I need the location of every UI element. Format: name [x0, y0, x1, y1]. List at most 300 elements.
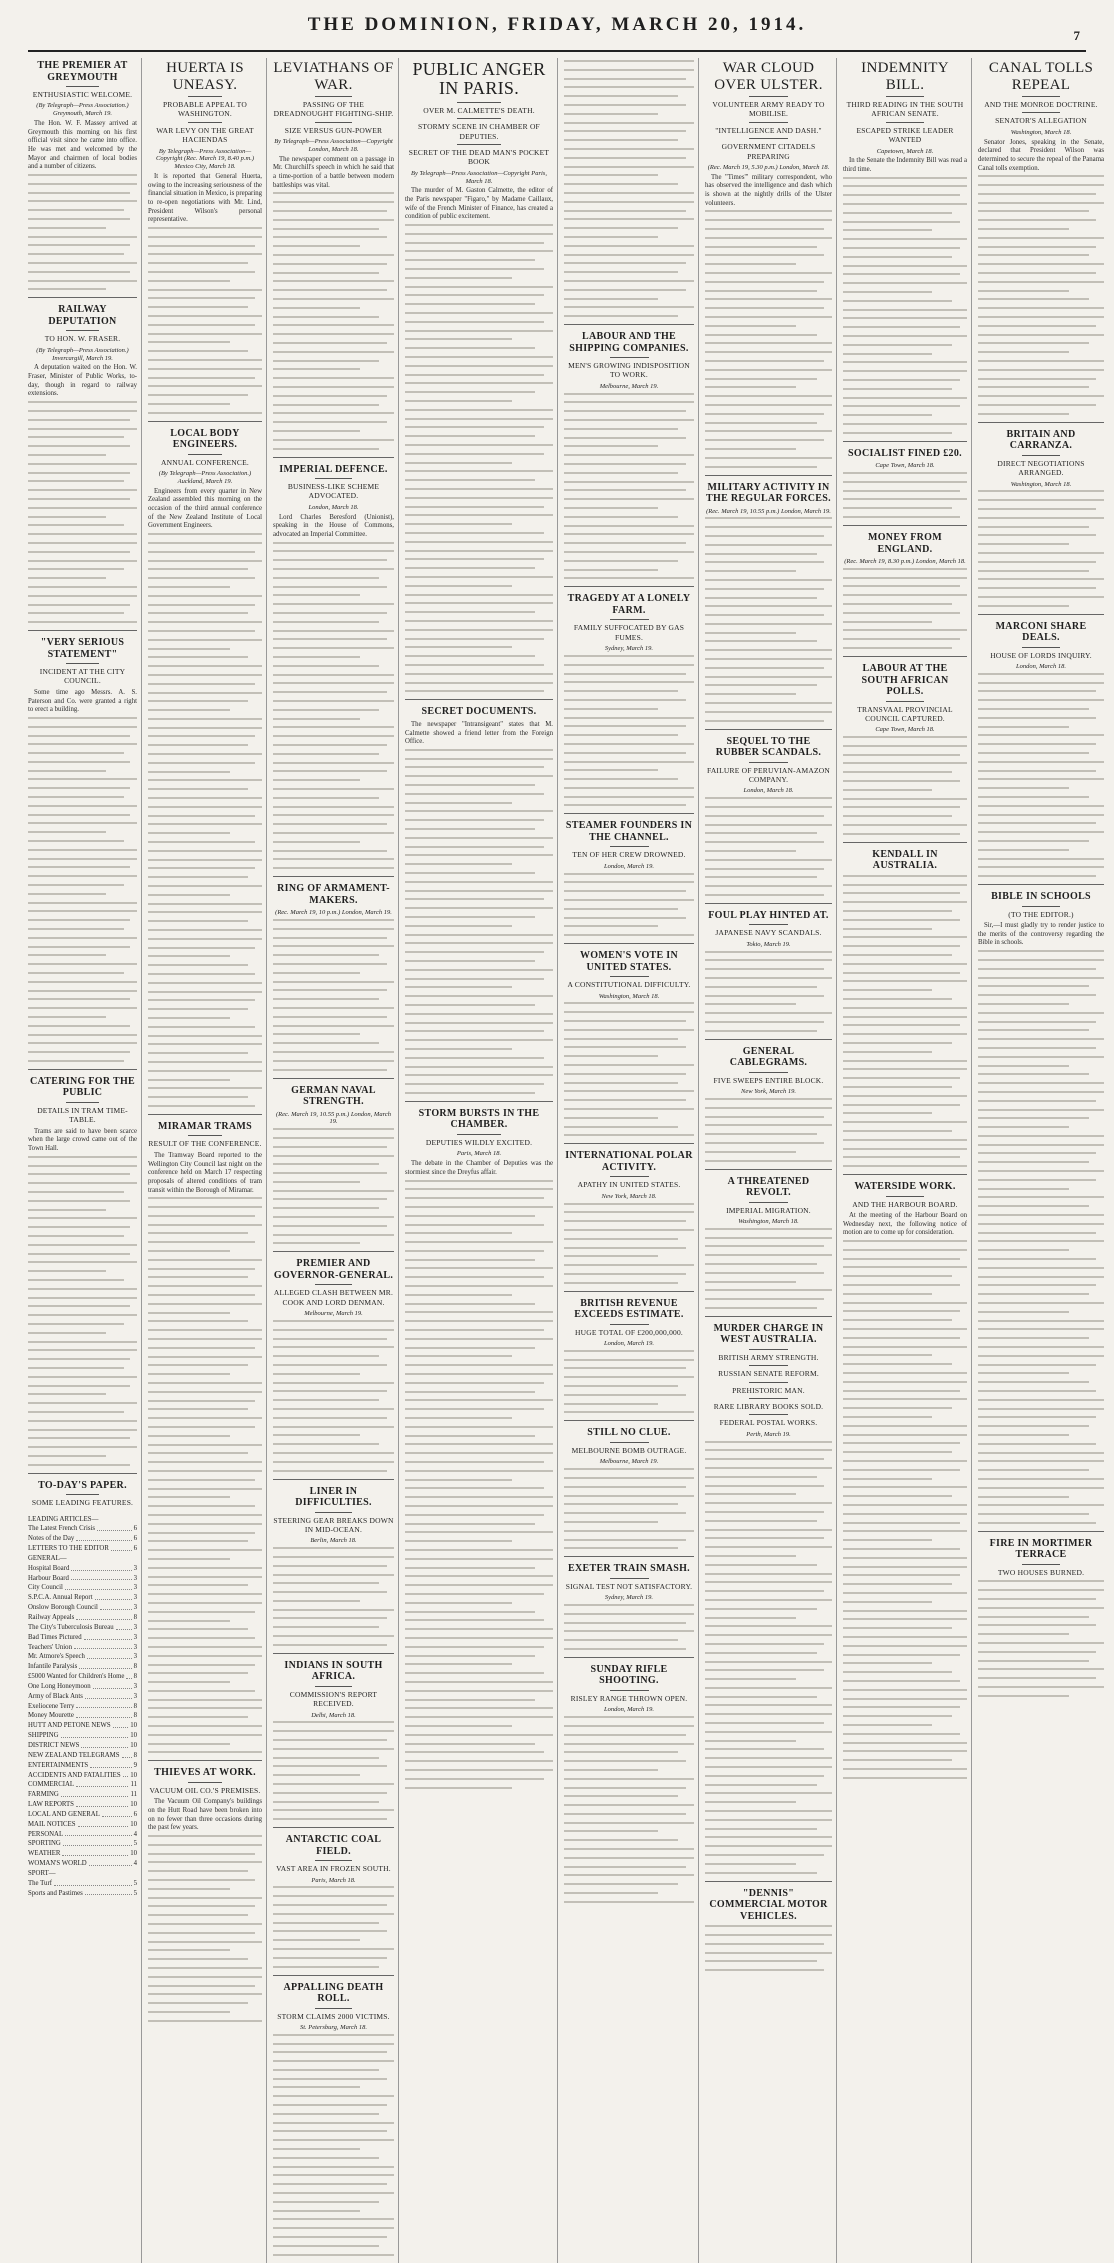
text-line — [843, 1104, 960, 1106]
text-line — [705, 1696, 817, 1698]
text-line — [273, 1198, 387, 1200]
text-line — [273, 1181, 360, 1183]
story-headline: BIBLE IN SCHOOLS — [991, 891, 1091, 903]
divider — [188, 122, 222, 123]
leader-dots — [81, 1741, 128, 1748]
text-line — [564, 1486, 686, 1488]
text-line — [28, 445, 130, 447]
text-line — [705, 824, 832, 826]
text-line — [978, 1408, 1104, 1410]
text-line — [405, 286, 553, 288]
text-line — [273, 594, 360, 596]
story-text: Engineers from every quarter in New Zealand assembled this morning on the occasion of the third annual conference of the New Zealand Institute of Local Government Engineers. — [148, 487, 262, 530]
story-dateline: Cape Town, March 18. — [875, 726, 935, 734]
text-line — [273, 2201, 379, 2203]
story-dateline: Cape Town, March 18. — [875, 462, 935, 470]
divider — [749, 924, 787, 925]
column-grid — [28, 58, 1104, 2031]
news-story — [705, 903, 832, 1032]
text-line — [843, 1077, 960, 1079]
feature-label: LOCAL AND GENERAL — [28, 1810, 100, 1818]
news-story — [273, 60, 394, 450]
text-line — [843, 780, 960, 782]
text-line — [28, 586, 137, 588]
text-line — [28, 1244, 137, 1246]
text-line — [705, 1819, 832, 1821]
illegible-text-lines — [843, 875, 967, 1167]
divider — [749, 1365, 787, 1366]
feature-label: The Turf — [28, 1879, 52, 1887]
text-line — [273, 1644, 387, 1646]
story-subhead: FIVE SWEEPS ENTIRE BLOCK. — [713, 1075, 824, 1085]
text-line — [705, 1678, 796, 1680]
story-headline: CATERING FOR THE PUBLIC — [30, 1075, 135, 1099]
text-line — [705, 1573, 832, 1575]
illegible-text-lines — [405, 749, 553, 1094]
text-line — [705, 1669, 824, 1671]
text-line — [273, 360, 379, 362]
text-line — [705, 640, 817, 642]
text-line — [705, 1766, 832, 1768]
text-line — [978, 1267, 1104, 1269]
news-story — [405, 699, 553, 1094]
text-line — [28, 910, 137, 912]
text-line — [28, 621, 137, 623]
text-line — [705, 1502, 832, 1504]
text-line — [705, 1298, 824, 1300]
feature-label: The Latest French Crisis — [28, 1525, 96, 1533]
feature-label: £5000 Wanted for Children's Home — [28, 1673, 125, 1681]
text-line — [405, 338, 512, 340]
text-line — [148, 1079, 230, 1081]
text-line — [405, 224, 553, 226]
text-line — [148, 1743, 230, 1745]
text-line — [705, 1237, 832, 1239]
story-text: The "Times'" military correspondent, who has observed the intelligence and dash which is shown at the nightly drills of the Ulster volunteers. — [705, 173, 832, 207]
leader-dots — [93, 1682, 132, 1689]
text-line — [405, 1057, 544, 1059]
text-line — [148, 533, 262, 535]
text-line — [405, 1725, 512, 1727]
text-line — [843, 326, 960, 328]
leader-dots — [54, 1879, 132, 1886]
divider — [457, 144, 501, 145]
divider — [749, 96, 787, 97]
text-line — [564, 1220, 686, 1222]
features-row — [28, 1702, 137, 1712]
text-line — [978, 708, 1089, 710]
text-line — [273, 404, 379, 406]
text-line — [148, 1250, 230, 1252]
text-line — [273, 806, 394, 808]
text-line — [843, 1750, 967, 1752]
divider — [66, 1102, 99, 1103]
text-line — [405, 409, 553, 411]
story-subhead: PASSING OF THE DREADNOUGHT FIGHTING-SHIP. — [273, 100, 394, 119]
text-line — [405, 1549, 553, 1551]
text-line — [405, 268, 544, 270]
text-line — [148, 297, 255, 299]
text-line — [843, 1121, 967, 1123]
text-line — [978, 1642, 1104, 1644]
text-line — [148, 744, 248, 746]
text-line — [273, 753, 379, 755]
features-row — [28, 1623, 137, 1633]
story-subhead: VACUUM OIL CO.'S PREMISES. — [149, 1785, 261, 1795]
text-line — [405, 1417, 512, 1419]
illegible-text-lines — [148, 533, 262, 1107]
text-line — [564, 1521, 658, 1523]
story-subhead: APATHY IN UNITED STATES. — [577, 1180, 681, 1190]
text-line — [564, 1716, 694, 1718]
text-line — [28, 516, 106, 518]
text-line — [705, 649, 832, 651]
story-headline: APPALLING DEATH ROLL. — [283, 1981, 384, 2005]
text-line — [564, 95, 678, 97]
text-line — [705, 466, 817, 468]
text-line — [705, 272, 832, 274]
text-line — [148, 350, 248, 352]
text-line — [978, 682, 1104, 684]
text-line — [405, 1329, 544, 1331]
news-story — [148, 421, 262, 1107]
text-line — [705, 570, 796, 572]
text-line — [28, 998, 130, 1000]
text-line — [978, 246, 1096, 248]
story-subhead: WAR LEVY ON THE GREAT HACIENDAS — [156, 125, 254, 145]
text-line — [843, 647, 952, 649]
text-line — [564, 271, 678, 273]
feature-page: 3 — [133, 1564, 137, 1572]
news-story — [28, 630, 137, 1062]
text-line — [705, 614, 824, 616]
text-line — [564, 166, 694, 168]
text-line — [405, 1294, 512, 1296]
text-line — [705, 404, 832, 406]
text-line — [405, 585, 512, 587]
text-line — [28, 472, 130, 474]
text-line — [148, 1408, 248, 1410]
text-line — [405, 1338, 553, 1340]
text-line — [843, 910, 952, 912]
text-line — [978, 219, 1096, 221]
text-line — [405, 1074, 553, 1076]
text-line — [843, 1759, 952, 1761]
text-line — [148, 973, 255, 975]
news-story — [148, 1760, 262, 2021]
text-line — [564, 1760, 686, 1762]
text-line — [978, 1434, 1069, 1436]
text-line — [148, 1725, 262, 1727]
text-line — [705, 448, 796, 450]
text-line — [843, 954, 952, 956]
text-line — [843, 423, 967, 425]
text-line — [273, 1060, 394, 1062]
text-line — [978, 605, 1069, 607]
illegible-text-lines — [843, 736, 967, 835]
text-line — [28, 428, 137, 430]
text-line — [148, 586, 230, 588]
text-line — [28, 814, 130, 816]
divider — [315, 2008, 351, 2009]
text-line — [978, 822, 1096, 824]
text-line — [705, 1564, 817, 1566]
text-line — [148, 1879, 255, 1881]
text-line — [273, 1783, 394, 1785]
illegible-text-lines — [273, 1886, 394, 1967]
text-line — [564, 1134, 694, 1136]
features-row — [28, 1790, 137, 1800]
text-line — [843, 1522, 960, 1524]
text-line — [705, 334, 817, 336]
text-line — [273, 307, 360, 309]
features-row — [28, 1524, 137, 1534]
text-line — [405, 1505, 553, 1507]
text-line — [843, 1086, 952, 1088]
text-line — [273, 421, 387, 423]
text-line — [148, 368, 262, 370]
text-line — [564, 551, 694, 553]
text-line — [273, 779, 360, 781]
column-4 — [405, 58, 558, 2263]
feature-label: S.P.C.A. Annual Report — [28, 1594, 93, 1602]
story-dateline: Delhi, March 18. — [311, 1711, 356, 1719]
text-line — [148, 1382, 262, 1384]
text-line — [564, 569, 658, 571]
story-subhead: VAST AREA IN FROZEN SOUTH. — [276, 1864, 391, 1874]
story-headline: SEQUEL TO THE RUBBER SCANDALS. — [715, 735, 822, 759]
text-line — [978, 1381, 1089, 1383]
text-line — [273, 700, 394, 702]
story-subhead: COMMISSION'S REPORT RECEIVED. — [289, 1689, 378, 1709]
text-line — [273, 1137, 394, 1139]
text-line — [564, 1830, 658, 1832]
text-line — [148, 1532, 255, 1534]
text-line — [843, 507, 952, 509]
text-line — [564, 664, 694, 666]
text-line — [564, 1622, 686, 1624]
text-line — [564, 1002, 694, 1004]
text-line — [273, 412, 394, 414]
text-line — [273, 2051, 387, 2053]
text-line — [843, 317, 967, 319]
news-story — [843, 441, 967, 518]
text-line — [978, 1311, 1069, 1313]
text-line — [843, 568, 967, 570]
feature-page: 3 — [133, 1623, 137, 1631]
text-line — [273, 2086, 360, 2088]
text-line — [843, 1390, 960, 1392]
text-line — [843, 798, 967, 800]
story-headline: PUBLIC ANGER IN PARIS. — [412, 59, 546, 99]
features-row — [28, 1633, 137, 1643]
feature-label: Sports and Pastimes — [28, 1889, 83, 1897]
text-line — [705, 951, 832, 953]
text-line — [148, 1026, 255, 1028]
story-subhead: THIRD READING IN THE SOUTH AFRICAN SENATE. — [846, 100, 964, 119]
text-line — [978, 1598, 1096, 1600]
feature-page: 10 — [130, 1732, 137, 1740]
text-line — [28, 410, 137, 412]
feature-page: 3 — [133, 1682, 137, 1690]
story-dateline: By Telegraph—Press Association—Copyright London, March 18. — [274, 138, 393, 153]
text-line — [273, 797, 379, 799]
text-line — [705, 1263, 817, 1265]
feature-label: Army of Black Ants — [28, 1692, 83, 1700]
text-line — [978, 1589, 1104, 1591]
divider — [457, 102, 501, 103]
text-line — [405, 1690, 553, 1692]
feature-page: 10 — [130, 1722, 137, 1730]
text-line — [405, 1743, 535, 1745]
news-story — [705, 1881, 832, 1971]
text-line — [978, 1012, 1104, 1014]
text-line — [843, 1504, 967, 1506]
feature-label: SHIPPING — [28, 1732, 59, 1740]
text-line — [564, 1029, 694, 1031]
text-line — [148, 850, 262, 852]
text-line — [564, 69, 694, 71]
text-line — [564, 454, 694, 456]
text-line — [564, 1743, 694, 1745]
story-subhead: TRANSVAAL PROVINCIAL COUNCIL CAPTURED. — [857, 704, 953, 723]
text-line — [148, 315, 262, 317]
text-line — [405, 1655, 535, 1657]
text-line — [148, 2002, 248, 2004]
masthead — [28, 0, 1086, 52]
story-headline: TRAGEDY AT A LONELY FARM. — [567, 593, 691, 616]
text-line — [705, 1775, 824, 1777]
text-line — [28, 253, 124, 255]
text-line — [564, 1639, 678, 1641]
illegible-text-lines — [978, 490, 1104, 606]
feature-label: MAIL NOTICES — [28, 1820, 76, 1828]
text-line — [705, 1449, 832, 1451]
feature-page: 5 — [133, 1879, 137, 1887]
illegible-text-lines — [978, 673, 1104, 877]
text-line — [28, 717, 137, 719]
text-line — [978, 395, 1104, 397]
text-line — [705, 588, 824, 590]
leader-dots — [71, 1574, 132, 1581]
story-dateline: Sydney, March 19. — [604, 1594, 654, 1602]
text-line — [148, 1549, 262, 1551]
text-line — [273, 568, 394, 570]
text-line — [564, 1630, 694, 1632]
text-line — [273, 1320, 394, 1322]
text-line — [978, 1337, 1089, 1339]
text-line — [564, 673, 686, 675]
text-line — [978, 316, 1104, 318]
text-line — [978, 1249, 1069, 1251]
text-line — [978, 404, 1096, 406]
illegible-text-lines — [564, 1468, 694, 1549]
feature-label: Hospital Board — [28, 1564, 70, 1572]
text-line — [564, 1255, 658, 1257]
text-line — [564, 130, 686, 132]
text-line — [978, 543, 1069, 545]
story-headline: RING OF ARMAMENT-MAKERS. — [277, 883, 390, 906]
text-line — [148, 885, 262, 887]
features-row — [28, 1544, 137, 1554]
text-line — [843, 1275, 952, 1277]
text-line — [273, 1591, 387, 1593]
text-line — [273, 1609, 394, 1611]
text-line — [405, 462, 512, 464]
text-line — [148, 639, 262, 641]
story-dateline: Washington, March 18. — [1010, 480, 1072, 488]
story-dateline: Sydney, March 19. — [604, 645, 654, 653]
text-line — [705, 561, 824, 563]
text-line — [148, 1637, 255, 1639]
text-line — [705, 658, 832, 660]
text-line — [978, 1038, 1104, 1040]
story-subhead: DETAILS IN TRAM TIME-TABLE. — [37, 1105, 128, 1125]
story-subhead: SECRET OF THE DEAD MAN'S POCKET BOOK — [408, 148, 550, 167]
feature-label: FARMING — [28, 1791, 59, 1799]
text-line — [564, 1822, 694, 1824]
story-subhead: PROBABLE APPEAL TO WASHINGTON. — [163, 100, 247, 119]
text-line — [564, 60, 694, 62]
divider — [610, 846, 649, 847]
text-line — [978, 787, 1069, 789]
feature-label: DISTRICT NEWS — [28, 1741, 80, 1749]
story-subhead: SENATOR'S ALLEGATION — [995, 116, 1087, 126]
features-row — [28, 1741, 137, 1751]
illegible-text-lines — [273, 1320, 394, 1472]
text-line — [28, 840, 124, 842]
text-line — [273, 630, 394, 632]
text-line — [843, 379, 960, 381]
text-line — [978, 193, 1096, 195]
news-story — [28, 1069, 137, 1466]
news-story — [978, 60, 1104, 415]
text-line — [564, 210, 686, 212]
features-row — [28, 1583, 137, 1593]
leader-dots — [123, 1771, 129, 1778]
text-line — [148, 1751, 262, 1753]
text-line — [978, 1487, 1104, 1489]
text-line — [705, 977, 832, 979]
story-subhead: RISLEY RANGE THROWN OPEN. — [570, 1693, 688, 1703]
text-line — [843, 1060, 967, 1062]
story-subhead: FAMILY SUFFOCATED BY GAS FUMES. — [573, 623, 685, 642]
story-subhead: STORMY SCENE IN CHAMBER OF DEPUTIES. — [418, 122, 540, 141]
masthead-title: THE DOMINION, FRIDAY, MARCH 20, 1914. — [307, 14, 807, 35]
text-line — [978, 290, 1069, 292]
text-line — [564, 1403, 658, 1405]
text-line — [564, 1099, 686, 1101]
text-line — [148, 1017, 230, 1019]
text-line — [148, 1628, 248, 1630]
text-line — [28, 884, 124, 886]
text-line — [843, 1337, 960, 1339]
text-line — [405, 1487, 544, 1489]
text-line — [978, 1616, 1089, 1618]
text-line — [28, 1349, 137, 1351]
text-line — [148, 1844, 262, 1846]
text-line — [148, 403, 230, 405]
leader-dots — [113, 1721, 129, 1728]
text-line — [843, 1240, 967, 1242]
text-line — [405, 567, 535, 569]
text-line — [273, 1801, 379, 1803]
text-line — [978, 1328, 1104, 1330]
text-line — [978, 1152, 1096, 1154]
text-line — [148, 929, 262, 931]
text-line — [148, 1206, 262, 1208]
text-line — [705, 1792, 832, 1794]
